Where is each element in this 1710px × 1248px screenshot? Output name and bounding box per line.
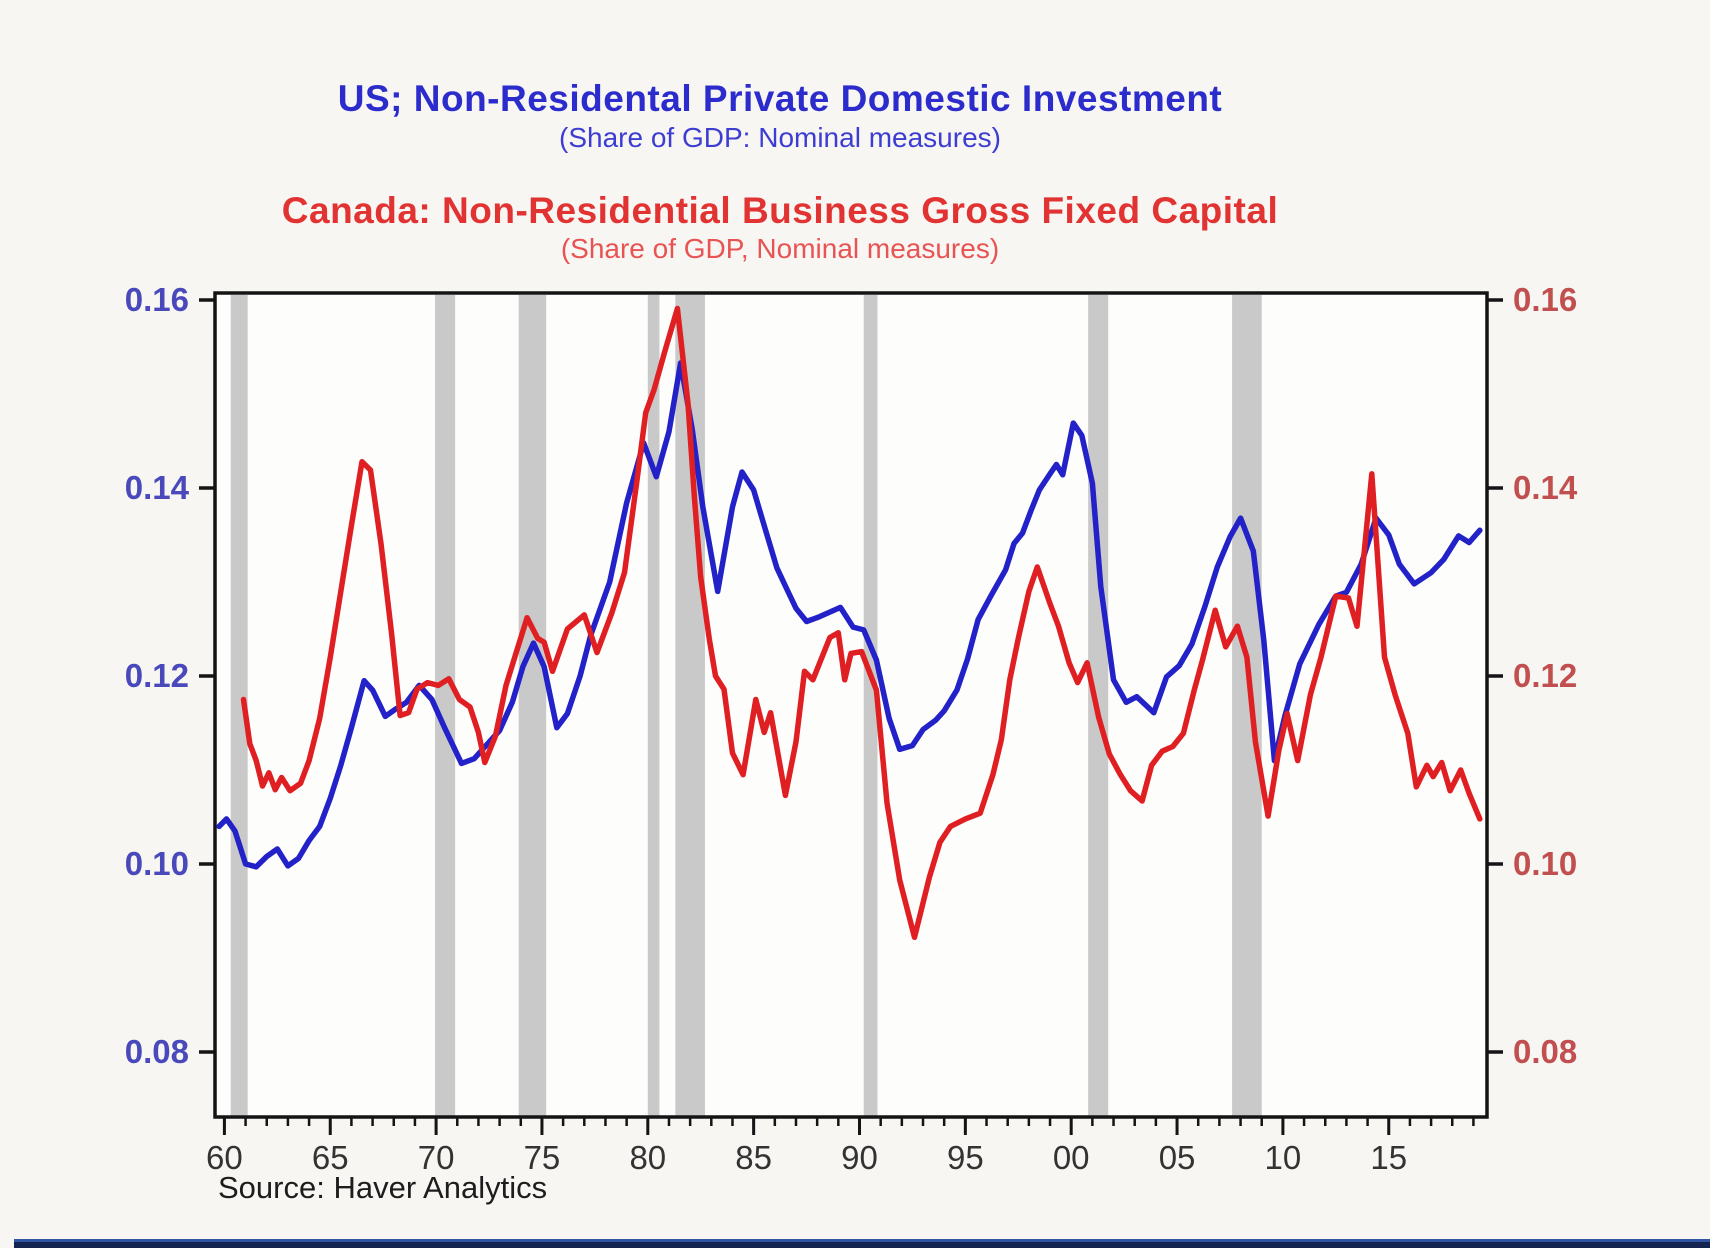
source-note: Source: Haver Analytics <box>218 1170 548 1205</box>
x-axis-label: 90 <box>841 1139 878 1176</box>
y-axis-left-label: 0.10 <box>124 845 189 882</box>
x-axis-label: 85 <box>735 1139 773 1176</box>
y-axis-right-label: 0.16 <box>1513 281 1578 318</box>
x-axis-label: 05 <box>1158 1139 1196 1176</box>
x-axis-label: 15 <box>1370 1139 1408 1176</box>
recession-band <box>435 295 455 1116</box>
y-axis-left-label: 0.08 <box>124 1033 189 1070</box>
y-axis-right-label: 0.14 <box>1513 469 1578 506</box>
y-axis-left-label: 0.12 <box>124 657 189 694</box>
y-axis-right-label: 0.10 <box>1513 845 1578 882</box>
recession-band <box>1232 295 1262 1116</box>
y-axis-right-label: 0.12 <box>1513 657 1578 694</box>
y-axis-right-label: 0.08 <box>1513 1033 1578 1070</box>
x-axis-label: 00 <box>1052 1139 1090 1176</box>
canada-title: Canada: Non-Residential Business Gross Fixed Capital <box>281 190 1279 231</box>
y-axis-left-label: 0.16 <box>124 281 189 318</box>
footer-bar-highlight <box>14 1239 1710 1242</box>
us-subtitle: (Share of GDP: Nominal measures) <box>559 122 1001 153</box>
y-axis-left-label: 0.14 <box>124 469 189 506</box>
x-axis-label: 10 <box>1264 1139 1302 1176</box>
us-title: US; Non-Residental Private Domestic Investment <box>337 78 1223 119</box>
x-axis-label: 75 <box>523 1139 561 1176</box>
x-axis-label: 95 <box>946 1139 984 1176</box>
recession-band <box>519 295 547 1116</box>
footer-bar <box>14 1239 1710 1248</box>
x-axis-label: 80 <box>629 1139 667 1176</box>
x-axis-label: 60 <box>206 1139 243 1176</box>
recession-band <box>648 295 660 1116</box>
x-axis-label: 65 <box>311 1139 349 1176</box>
canada-subtitle: (Share of GDP, Nominal measures) <box>560 233 1000 264</box>
x-axis-label: 70 <box>417 1139 455 1176</box>
